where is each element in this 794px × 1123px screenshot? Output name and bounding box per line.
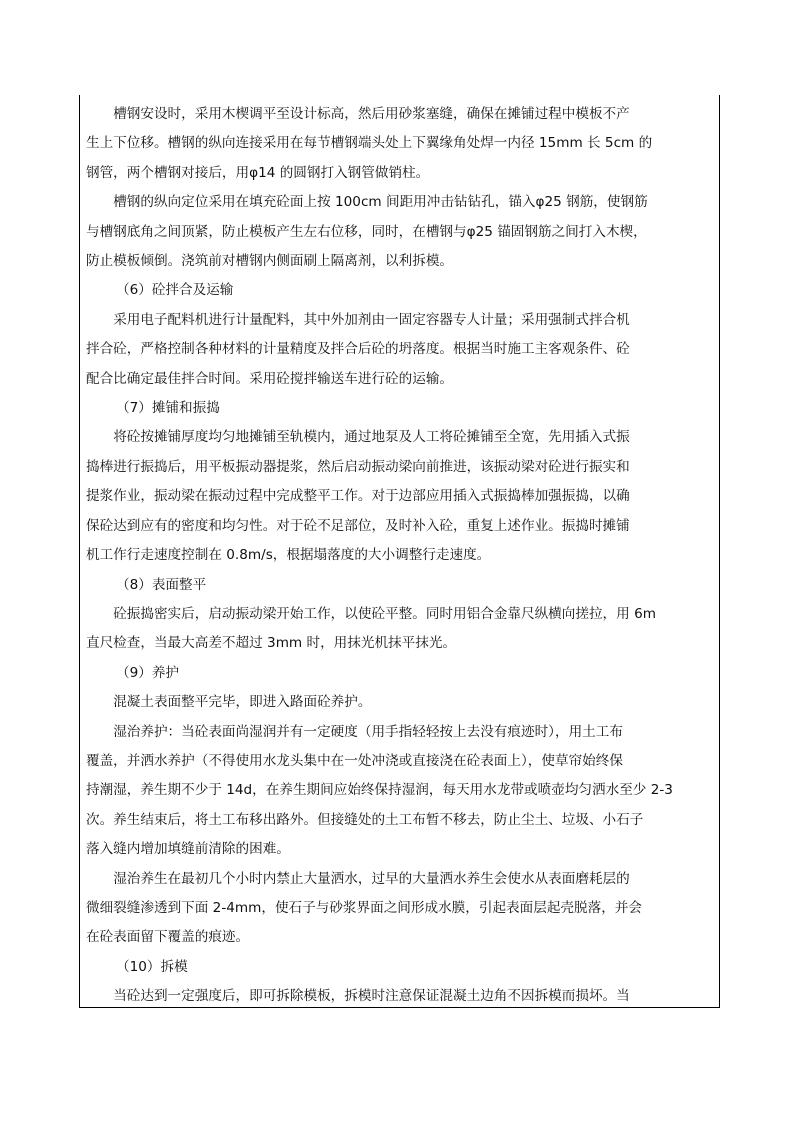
section-heading: （6）砼拌合及运输: [116, 282, 234, 299]
body-text-line: 微细裂缝渗透到下面 2-4mm，使石子与砂浆界面之间形成水膜，引起表面层起壳脱落，并会: [86, 899, 642, 916]
body-text-line: 机工作行走速度控制在 0.8m/s，根据塌落度的大小调整行走速度。: [86, 547, 491, 564]
body-text-line: 落入缝内增加填缝前清除的困难。: [86, 841, 290, 858]
section-heading: （8）表面整平: [116, 576, 207, 593]
document-body: [86, 100, 721, 1005]
body-text-line: 拌合砼，严格控制各种材料的计量精度及拌合后砼的坍落度。根据当时施工主客观条件、砼: [86, 341, 630, 358]
body-text-line: 在砼表面留下覆盖的痕迹。: [86, 929, 250, 946]
body-text-line: 槽钢的纵向定位采用在填充砼面上按 100cm 间距用冲击钻钻孔，锚入φ25 钢筋，使钢筋: [113, 194, 648, 211]
body-text-line: 当砼达到一定强度后，即可拆除模板，拆模时注意保证混凝土边角不因拆模而损坏。当: [113, 988, 630, 1005]
body-text-line: 湿治养护：当砼表面尚湿润并有一定硬度（用手指轻轻按上去没有痕迹时），用土工布: [113, 723, 623, 740]
body-text-line: 捣棒进行振捣后，用平板振动器提浆，然后启动振动梁向前推进，该振动梁对砼进行振实和: [86, 458, 630, 475]
body-text-line: 持潮湿，养生期不少于 14d，在养生期间应始终保持湿润，每天用水龙带或喷壶均匀洒水至少 2-3: [86, 782, 673, 799]
body-text-line: 混凝土表面整平完毕，即进入路面砼养护。: [113, 694, 372, 711]
body-text-line: 直尺检查，当最大高差不超过 3mm 时，用抹光机抹平抹光。: [86, 635, 457, 652]
body-text-line: 保砼达到应有的密度和均匀性。对于砼不足部位，及时补入砼，重复上述作业。振捣时摊铺: [86, 517, 630, 534]
body-text-line: 提浆作业，振动梁在振动过程中完成整平工作。对于边部应用插入式振捣棒加强振捣，以确: [86, 488, 630, 505]
body-text-line: 配合比确定最佳拌合时间。采用砼搅拌输送车进行砼的运输。: [86, 370, 454, 387]
body-text-line: 砼振捣密实后，启动振动梁开始工作，以使砼平整。同时用铝合金靠尺纵横向搓拉，用 6m: [113, 605, 656, 622]
body-text-line: 防止模板倾倒。浇筑前对槽钢内侧面刷上隔离剂，以利拆模。: [86, 253, 454, 270]
section-heading: （7）摊铺和振捣: [116, 400, 220, 417]
section-heading: （10）拆模: [116, 958, 188, 975]
body-text-line: 生上下位移。槽钢的纵向连接采用在每节槽钢端头处上下翼缘角处焊一内径 15mm 长 5cm 的: [86, 135, 653, 152]
body-text-line: 将砼按摊铺厚度均匀地摊铺至轨模内，通过地泵及人工将砼摊铺至全宽，先用插入式振: [113, 429, 630, 446]
body-text-line: 钢管，两个槽钢对接后，用φ14 的圆钢打入钢管做销柱。: [86, 164, 430, 181]
section-heading: （9）养护: [116, 664, 180, 681]
body-text-line: 采用电子配料机进行计量配料，其中外加剂由一固定容器专人计量；采用强制式拌合机: [113, 311, 630, 328]
body-text-line: 湿治养生在最初几个小时内禁止大量洒水，过早的大量洒水养生会使水从表面磨耗层的: [113, 870, 630, 887]
body-text-line: 槽钢安设时，采用木楔调平至设计标高，然后用砂浆塞缝，确保在摊铺过程中模板不产: [113, 106, 630, 122]
body-text-line: 覆盖，并洒水养护（不得使用水龙头集中在一处冲浇或直接浇在砼表面上），使草帘始终保: [86, 752, 623, 769]
body-text-line: 与槽钢底角之间顶紧，防止模板产生左右位移，同时，在槽钢与φ25 锚固钢筋之间打入木楔，: [86, 223, 647, 240]
body-text-line: 次。养生结束后，将土工布移出路外。但接缝处的土工布暂不移去，防止尘土、垃圾、小石子: [86, 811, 644, 828]
